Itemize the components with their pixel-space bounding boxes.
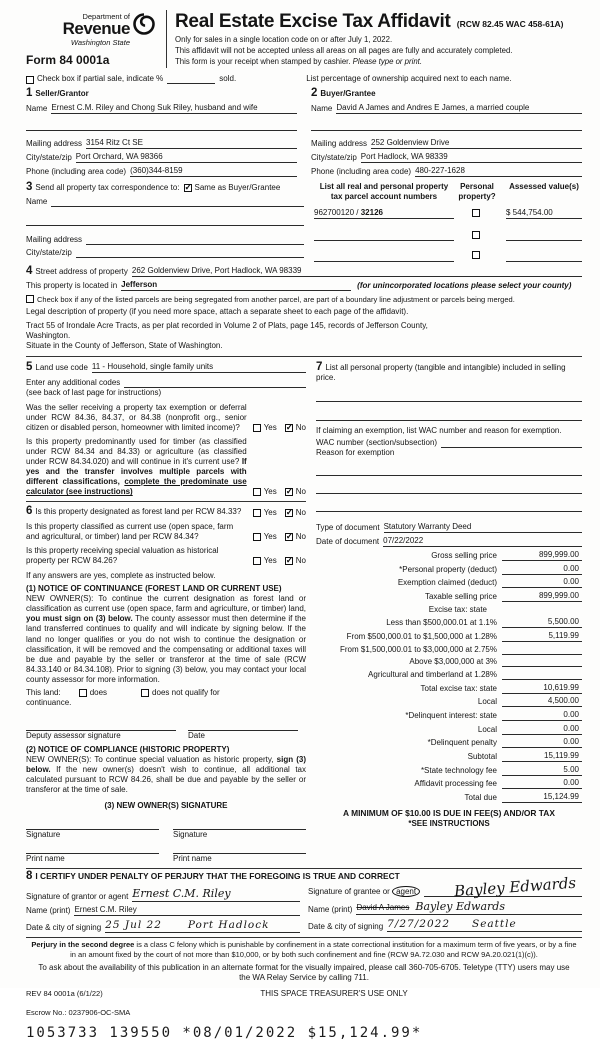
tax-row	[316, 710, 582, 721]
s6q3-yes-checkbox[interactable]	[253, 557, 261, 565]
tax-correspondence-section: 3 Send all property tax correspondence to: ✓ Same as Buyer/Grantee Name Mailing address City/state/zip List all real and personal property tax parcel account numbers Personal property? Assessed value(s) 962700120 / 32126 $ 544,754.00	[26, 182, 582, 261]
seller-name-label: Name	[26, 103, 48, 113]
seller-city-field[interactable]: Port Orchard, WA 98366	[76, 152, 297, 163]
seller-section: 1 Seller/Grantor Name Ernest C.M. Riley and Chong Suk Riley, husband and wife Mailing address 3154 Ritz Ct SE City/state/zip Port Orchard, WA 98366 Phone (including area code) (360)344-8159	[26, 88, 297, 177]
tax-row-value[interactable]	[502, 671, 582, 680]
s6q1-no-checkbox[interactable]	[285, 509, 293, 517]
tax-row-value[interactable]: 5.00	[502, 765, 582, 776]
tax-row-value[interactable]: 0.00	[502, 737, 582, 748]
partial-sale-label: Check box if partial sale, indicate %	[37, 74, 164, 84]
tax-row	[316, 792, 582, 803]
tax-row-label: *Personal property (deduct)	[399, 564, 497, 574]
tax-row-label: Taxable selling price	[424, 591, 497, 601]
see-instructions-note: *SEE INSTRUCTIONS	[408, 818, 490, 828]
land-does-checkbox[interactable]	[79, 689, 87, 697]
revenue-label: Revenue	[62, 19, 130, 39]
date-of-document-label: Date of document	[316, 536, 380, 546]
parcel-number-field-3[interactable]	[314, 253, 454, 262]
tax-row	[316, 617, 582, 628]
tax-row-label: Local	[477, 697, 497, 707]
deputy-assessor-date-field[interactable]	[188, 722, 298, 731]
buyer-phone-field[interactable]: 480-227-1628	[415, 166, 582, 177]
buyer-name-label: Name	[311, 103, 333, 113]
personal-property-heading: List all personal property (tangible and intangible) included in selling price.	[316, 362, 566, 383]
seller-heading: Seller/Grantor	[35, 89, 89, 99]
header-note-2: This affidavit will not be accepted unless all areas on all pages are fully and accurately completed.	[175, 45, 513, 55]
tax-row	[316, 765, 582, 776]
grantee-signature-handwriting: Bayley Edwards	[453, 874, 577, 901]
escrow-number: Escrow No.: 0237906-OC-SMA	[26, 1007, 131, 1017]
segregated-label: Check box if any of the listed parcels are being segregated from another parcel, are part of a boundary line adjustment or parcels being merged.	[37, 295, 515, 305]
header	[26, 8, 582, 68]
page-title: Real Estate Excise Tax Affidavit	[175, 11, 451, 32]
tax-row-label: Total excise tax: state	[420, 683, 497, 693]
personal-property-checkbox-2[interactable]	[472, 231, 480, 239]
form-number: Form 84 0001a	[26, 53, 110, 68]
owner-signature-field-2[interactable]	[173, 821, 306, 830]
grantor-signature-label: Signature of grantor or agent	[26, 892, 129, 902]
s6q2-yes-checkbox[interactable]	[253, 533, 261, 541]
date-of-document-field[interactable]: 07/22/2022	[383, 536, 582, 547]
buyer-name-field[interactable]: David A James and Andres E James, a married couple	[336, 103, 582, 114]
grantee-date-city-field[interactable]: 7/27/2022 Seattle	[387, 918, 582, 932]
this-land-label: This land:	[26, 687, 61, 697]
tax-row-value[interactable]: 0.00	[502, 724, 582, 735]
legal-description-label: Legal description of property (if you need more space, attach a separate sheet to each page of the affidavit).	[26, 306, 409, 316]
seller-phone-field[interactable]: (360)344-8159	[130, 166, 297, 177]
dor-swirl-icon	[132, 12, 156, 36]
tax-row-label: Gross selling price	[431, 550, 497, 560]
tax-row-value[interactable]: 0.00	[502, 778, 582, 789]
deputy-assessor-signature-field[interactable]	[26, 722, 176, 731]
tax-row	[316, 605, 582, 615]
parcel-number-field-1[interactable]: 962700120 / 32126	[314, 208, 454, 219]
tax-row	[316, 670, 582, 680]
perjury-note: Perjury in the second degree is a class C felony which is punishable by confinement in a state correctional institution for a maximum term of five years, or by a fine in an amount fixed by the court of not more than $10,000, or by both such confinement and fine (RCW 9A.72.030 and RCW 9A.20.021(1)(c)).	[31, 940, 577, 959]
tax-row-label: Subtotal	[467, 751, 497, 761]
personal-property-header: Personal property?	[458, 182, 496, 202]
grantee-print-field[interactable]: David A James Bayley Edwards	[356, 900, 582, 915]
new-owners-signature-title: (3) NEW OWNER(S) SIGNATURE	[104, 800, 228, 810]
section-divider	[26, 356, 582, 357]
owner-signature-label-1: Signature	[26, 829, 61, 839]
buyer-mailing-field[interactable]: 252 Goldenview Drive	[371, 138, 582, 149]
tax-rows	[316, 550, 582, 803]
s6q1-yes-checkbox[interactable]	[253, 509, 261, 517]
legal-description-line-1: Tract 55 of Irondale Acre Tracts, as per plat recorded in Volume 2 of Plats, page 145, records of Jefferson County,	[26, 320, 428, 330]
owner-print-label-1: Print name	[26, 853, 65, 863]
tax-row-value[interactable]: 4,500.00	[502, 696, 582, 707]
reason-field-2[interactable]	[316, 485, 582, 494]
correspondence-city-field[interactable]	[76, 249, 304, 258]
section-5-6-divider	[26, 501, 306, 502]
s6q3-no-checkbox[interactable]	[285, 557, 293, 565]
notice-continuance-title: (1) NOTICE OF CONTINUANCE (FOREST LAND OR CURRENT USE)	[26, 584, 282, 594]
tax-row	[316, 591, 582, 602]
personal-property-checkbox-3[interactable]	[472, 251, 480, 259]
tax-row	[316, 577, 582, 588]
same-as-buyer-checkbox[interactable]	[184, 184, 192, 192]
tax-row-value[interactable]: 5,119.99	[502, 631, 582, 642]
tax-row	[316, 737, 582, 748]
certification-section: 8 I CERTIFY UNDER PENALTY OF PERJURY THAT THE FOREGOING IS TRUE AND CORRECT Signature of grantor or agent Ernest C.M. Riley Name (print) Ernest C.M. Riley Date & city of signing 25 Jul 22 Port Hadlock Bayley Edwards Signature of grantee or agent Name (print) David A James Bayley Edwards Date & city of signing 7/27/2022 Seattle	[26, 871, 582, 934]
tax-row-value[interactable]: 899,999.00	[502, 550, 582, 561]
header-note-1: Only for sales in a single location code on or after July 1, 2022.	[175, 34, 393, 44]
seller-name-field[interactable]: Ernest C.M. Riley and Chong Suk Riley, husband and wife	[51, 103, 297, 114]
parcel-number-field-2[interactable]	[314, 232, 454, 241]
grantee-date-city-label: Date & city of signing	[308, 922, 384, 932]
buyer-city-label: City/state/zip	[311, 153, 357, 163]
street-address-field[interactable]: 262 Goldenview Drive, Port Hadlock, WA 98339	[132, 266, 582, 277]
grantor-date-city-label: Date & city of signing	[26, 923, 102, 933]
personal-property-field-2[interactable]	[316, 412, 582, 421]
correspondence-label: Send all property tax correspondence to:	[35, 182, 180, 192]
tax-row-value[interactable]	[502, 658, 582, 667]
rev-number: REV 84 0001a (6/1/22)	[26, 989, 103, 999]
tax-row-value[interactable]	[502, 646, 582, 655]
notice-compliance-body: NEW OWNER(S): To continue special valuation as historic property, sign (3) below. If the new owner(s) doesn't wish to continue, all additional tax calculated pursuant to RCW 84.26, shall be due and payable by the seller or transferor at the time of sale.	[26, 755, 306, 795]
s5q2-yes-checkbox[interactable]	[253, 488, 261, 496]
parcel-numbers-header: List all real and personal property tax parcel account numbers	[319, 182, 449, 202]
county-field[interactable]: Jefferson	[121, 280, 351, 291]
seller-mailing-label: Mailing address	[26, 138, 83, 148]
owner-signature-label-2: Signature	[173, 829, 208, 839]
tax-row	[316, 657, 582, 667]
tax-row	[316, 724, 582, 735]
correspondence-mailing-label: Mailing address	[26, 234, 83, 244]
assessed-value-field-1[interactable]: $ 544,754.00	[506, 208, 582, 219]
tax-row	[316, 683, 582, 694]
s5q2-no-checkbox[interactable]	[285, 488, 293, 496]
wac-number-label: WAC number (section/subsection)	[316, 437, 438, 447]
segregated-checkbox[interactable]	[26, 295, 34, 303]
correspondence-name-label: Name	[26, 196, 48, 206]
correspondence-mailing-field[interactable]	[86, 236, 304, 245]
seller-mailing-field[interactable]: 3154 Ritz Ct SE	[86, 138, 297, 149]
tax-row-label: *Delinquent interest: state	[405, 710, 497, 720]
dept-of-label: Department of	[82, 12, 130, 21]
tax-row-label: From $500,000.01 to $1,500,000 at 1.28%	[346, 631, 497, 641]
tax-row-value[interactable]: 0.00	[502, 710, 582, 721]
minimum-due-note: A MINIMUM OF $10.00 IS DUE IN FEE(S) AND/OR TAX	[343, 808, 555, 819]
current-use-question: Is this property classified as current use (open space, farm and agricultural, or timber) land per RCW 84.34?	[26, 521, 234, 541]
tax-row-label: Local	[477, 724, 497, 734]
tax-row	[316, 751, 582, 762]
owner-print-field-2[interactable]	[173, 845, 306, 854]
tax-row-label: *Delinquent penalty	[427, 738, 497, 748]
grantee-signature-label: Signature of grantee or agent	[308, 887, 420, 897]
legal-description-line-3: Situate in the County of Jefferson, State of Washington.	[26, 340, 223, 350]
correspondence-blank-field[interactable]	[26, 217, 304, 226]
owner-print-field-1[interactable]	[26, 845, 159, 854]
header-divider	[166, 10, 167, 68]
partial-sale-percent-field[interactable]	[167, 75, 215, 84]
reason-field-1[interactable]	[316, 467, 582, 476]
buyer-mailing-label: Mailing address	[311, 138, 368, 148]
rcw-reference: (RCW 82.45 WAC 458-61A)	[456, 19, 564, 29]
grantee-print-label: Name (print)	[308, 905, 353, 915]
buyer-section: 2 Buyer/Grantee Name David A James and Andres E James, a married couple Mailing address 252 Goldenview Drive City/state/zip Port Hadlock, WA 98339 Phone (including area code) 480-227-1628	[311, 88, 582, 177]
buyer-name-field-2[interactable]	[311, 122, 582, 131]
treasurer-use-label: THIS SPACE TREASURER'S USE ONLY	[260, 989, 408, 999]
assessed-value-header: Assessed value(s)	[509, 182, 579, 192]
grantor-print-field[interactable]: Ernest C.M. Riley	[74, 905, 300, 916]
tax-row-value[interactable]: 5,500.00	[502, 617, 582, 628]
tax-row-label: *State technology fee	[420, 765, 497, 775]
ownership-note: List percentage of ownership acquired next to each name.	[306, 74, 512, 84]
same-as-buyer-label: Same as Buyer/Grantee	[194, 182, 281, 192]
alternate-format-note: To ask about the availability of this publication in an alternate format for the visually impaired, please call 360-705-6705. Teletype (TTY) users may use the WA Relay Service by calling 711.	[38, 963, 570, 983]
partial-sale-checkbox[interactable]	[26, 76, 34, 84]
notice-continuance-body: NEW OWNER(S): To continue the current designation as forest land or classification as current use (open space, farm and agriculture, or timber) land, you must sign on (3) below. The county assessor must then determine if the land transferred continues to qualify and will indicate by signing below. If the land no longer qualifies or you do not wish to continue the designation or classification, it will be removed and the compensating or additional taxes will be due and payable by the seller or transferor at the time of sale (RCW 84.33.140 or 84.34.108). Prior to signing (3) below, you may contact your local county assessor for more information.	[26, 594, 306, 684]
if-any-yes-note: If any answers are yes, complete as instructed below.	[26, 571, 216, 581]
assessed-value-field-3[interactable]	[506, 253, 582, 262]
street-address-label: Street address of property	[35, 266, 128, 276]
tax-row	[316, 645, 582, 655]
land-use-field[interactable]: 11 - Household, single family units	[92, 362, 306, 373]
notice-compliance-title: (2) NOTICE OF COMPLIANCE (HISTORIC PROPERTY)	[26, 745, 230, 755]
buyer-city-field[interactable]: Port Hadlock, WA 98339	[361, 152, 582, 163]
assessed-value-field-2[interactable]	[506, 232, 582, 241]
tax-row-label: Total due	[464, 792, 497, 802]
timber-question: Is this property predominantly used for timber (as classified under RCW 84.34 and 84.33) or agriculture (as classified under RCW 84.34.020) and will continue in it's current use? If yes and the transfer involves multiple parcels with different classifications, complete the predominate use calculator (see instructions)	[26, 436, 247, 497]
wac-number-field[interactable]	[441, 439, 582, 448]
buyer-phone-label: Phone (including area code)	[311, 167, 412, 177]
correspondence-name-field[interactable]	[51, 198, 304, 207]
tax-row-value[interactable]: 0.00	[502, 564, 582, 575]
continuance-label: continuance.	[26, 698, 72, 707]
certify-statement: I CERTIFY UNDER PENALTY OF PERJURY THAT THE FOREGOING IS TRUE AND CORRECT	[35, 870, 400, 881]
s5q1-yes-checkbox[interactable]	[253, 424, 261, 432]
additional-codes-label: Enter any additional codes	[26, 378, 121, 388]
tax-row-label: Affidavit processing fee	[414, 779, 497, 789]
land-use-label: Land use code	[35, 363, 88, 373]
personal-property-checkbox-1[interactable]	[472, 209, 480, 217]
tax-computation-section	[316, 522, 582, 829]
legal-description-line-2: Washington.	[26, 330, 71, 340]
deputy-date-label: Date	[188, 731, 205, 741]
forest-land-question: 6 Is this property designated as forest land per RCW 84.33?	[26, 505, 242, 518]
s6q2-no-checkbox[interactable]	[285, 533, 293, 541]
tax-row	[316, 564, 582, 575]
reason-field-3[interactable]	[316, 503, 582, 512]
tax-row	[316, 696, 582, 707]
property-address-section: 4 Street address of property 262 Goldenview Drive, Port Hadlock, WA 98339 This property is located in Jefferson (for unincorporated locations please select your county) Check box if any of the listed parcels are being segregated from another parcel, are part of a boundary line adjustment or parcels being merged. Legal description of property (if you need more space, attach a separate sheet to each page of the affidavit). Tract 55 of Irondale Acre Tracts, as per plat recorded in Volume 2 of Plats, page 145, records of Jefferson County, Washington. Situate in the County of Jefferson, State of Washington.	[26, 266, 582, 351]
correspondence-city-label: City/state/zip	[26, 247, 72, 257]
tax-row-label: Above $3,000,000 at 3%	[409, 657, 497, 667]
seller-phone-label: Phone (including area code)	[26, 167, 127, 177]
footer-divider	[26, 937, 582, 938]
land-use-section: 5 Land use code 11 - Household, single family units Enter any additional codes (see back of last page for instructions) Was the seller receiving a property tax exemption or deferral under RCW 84.36, 84.37, or 84.38 (nonprofit org., senior citizen or disabled person, homeowner with limited income)? Yes ✓ No Is this property predominantly used for timber (as classified under RCW 84.34 and 84.33) or agriculture (as classified under RCW 84.34.020) and will continue in it's current use? If yes and the transfer involves multiple parcels with different classifications, complete the predominate use calculator (see instructions) Yes ✓ No	[26, 362, 306, 497]
exemption-question: Was the seller receiving a property tax exemption or deferral under RCW 84.36, 84.37, or 84.38 (nonprofit org., senior citizen or disabled person, homeowner with limited income)?	[26, 402, 247, 432]
historical-question: Is this property receiving special valuation as historical property per RCW 84.26?	[26, 545, 219, 565]
additional-codes-note: (see back of last page for instructions)	[26, 388, 162, 398]
deputy-assessor-signature-label: Deputy assessor signature	[26, 731, 121, 741]
tax-row	[316, 631, 582, 642]
tax-row-value[interactable]: 0.00	[502, 577, 582, 588]
tax-row-value[interactable]: 15,124.99	[502, 792, 582, 803]
section-8-divider	[26, 868, 582, 869]
tax-row-label: Less than $500,000.01 at 1.1%	[386, 618, 497, 628]
exemption-note: If claiming an exemption, list WAC number and reason for exemption.	[316, 426, 562, 436]
type-of-document-label: Type of document	[316, 522, 380, 532]
grantor-print-label: Name (print)	[26, 906, 71, 916]
tax-row-header: Excise tax: state	[428, 604, 487, 614]
tax-row-label: Agricultural and timberland at 1.28%	[368, 669, 497, 679]
buyer-heading: Buyer/Grantee	[320, 89, 376, 99]
grantor-signature-field[interactable]: Ernest C.M. Riley	[132, 887, 300, 902]
sold-label: sold.	[219, 74, 237, 84]
tax-row-value[interactable]: 899,999.00	[502, 591, 582, 602]
located-in-label: This property is located in	[26, 281, 118, 291]
tax-row	[316, 550, 582, 561]
reason-exemption-label: Reason for exemption	[316, 447, 395, 457]
seller-name-field-2[interactable]	[26, 122, 297, 131]
forest-land-section: 6 Is this property designated as forest land per RCW 84.33? Yes ✓ No Is this property classified as current use (open space, farm and agricultural, or timber) land per RCW 84.34? Yes ✓ No Is this property receiving special valuation as historical property per RCW 84.26? Yes ✓ No If any answers are yes, complete as instructed below. (1) NOTICE OF CONTINUANCE (FOREST LAND OR CURRENT USE) NEW OWNER(S): To continue the current designation as forest land or classification as current use (open space, farm and agriculture, or timber) land, you must sign on (3) below. The county assessor must then determine if the land transferred continues to qualify and will indicate by signing below. If the land no longer qualifies or you do not wish to continue the designation or classification, it will be removed and the compensating or additional taxes will be due and payable by the seller or transferor at the time of sale (RCW 84.33.140 or 84.34.108). Prior to signing (3) below, you may contact your local county assessor for more information. This land: does does not qualify for continuance. Deputy assessor signature Date (2) NOTICE OF COMPLIANCE (HISTORIC PROPERTY) NEW OWNER(S): To continue special valuation as historic property, sign (3) below. If the new owner(s) doesn't wish to continue, all additional tax calculated pursuant to RCW 84.26, shall be due and payable by the seller or transferor at the time of sale. (3) NEW OWNER(S) SIGNATURE Signature Print name Signature Print name	[26, 506, 306, 864]
treasurer-stamp: 1053733 139550 *08/01/2022 $15,124.99*	[26, 1024, 423, 1041]
personal-property-field-1[interactable]	[316, 393, 582, 402]
tax-row	[316, 778, 582, 789]
type-of-document-field[interactable]: Statutory Warranty Deed	[384, 522, 582, 533]
owner-print-label-2: Print name	[173, 853, 212, 863]
s5q1-no-checkbox[interactable]	[285, 424, 293, 432]
dor-logo	[26, 12, 156, 47]
header-note-3: This form is your receipt when stamped by cashier. Please type or print.	[175, 56, 423, 66]
additional-codes-field[interactable]	[124, 379, 306, 388]
owner-signature-field-1[interactable]	[26, 821, 159, 830]
washington-state-label: Washington State	[70, 37, 130, 47]
county-note: (for unincorporated locations please select your county)	[357, 281, 572, 291]
seller-city-label: City/state/zip	[26, 153, 72, 163]
personal-property-section: 7 List all personal property (tangible and intangible) included in selling price. If claiming an exemption, list WAC number and reason for exemption. WAC number (section/subsection) Reason for exemption	[316, 362, 582, 512]
land-does-not-checkbox[interactable]	[141, 689, 149, 697]
grantor-date-city-field[interactable]: 25 Jul 22 Port Hadlock	[105, 919, 300, 933]
tax-row-label: Exemption claimed (deduct)	[397, 578, 497, 588]
tax-row-value[interactable]: 15,119.99	[502, 751, 582, 762]
tax-row-label: From $1,500,000.01 to $3,000,000 at 2.75%	[339, 644, 497, 654]
tax-row-value[interactable]: 10,619.99	[502, 683, 582, 694]
